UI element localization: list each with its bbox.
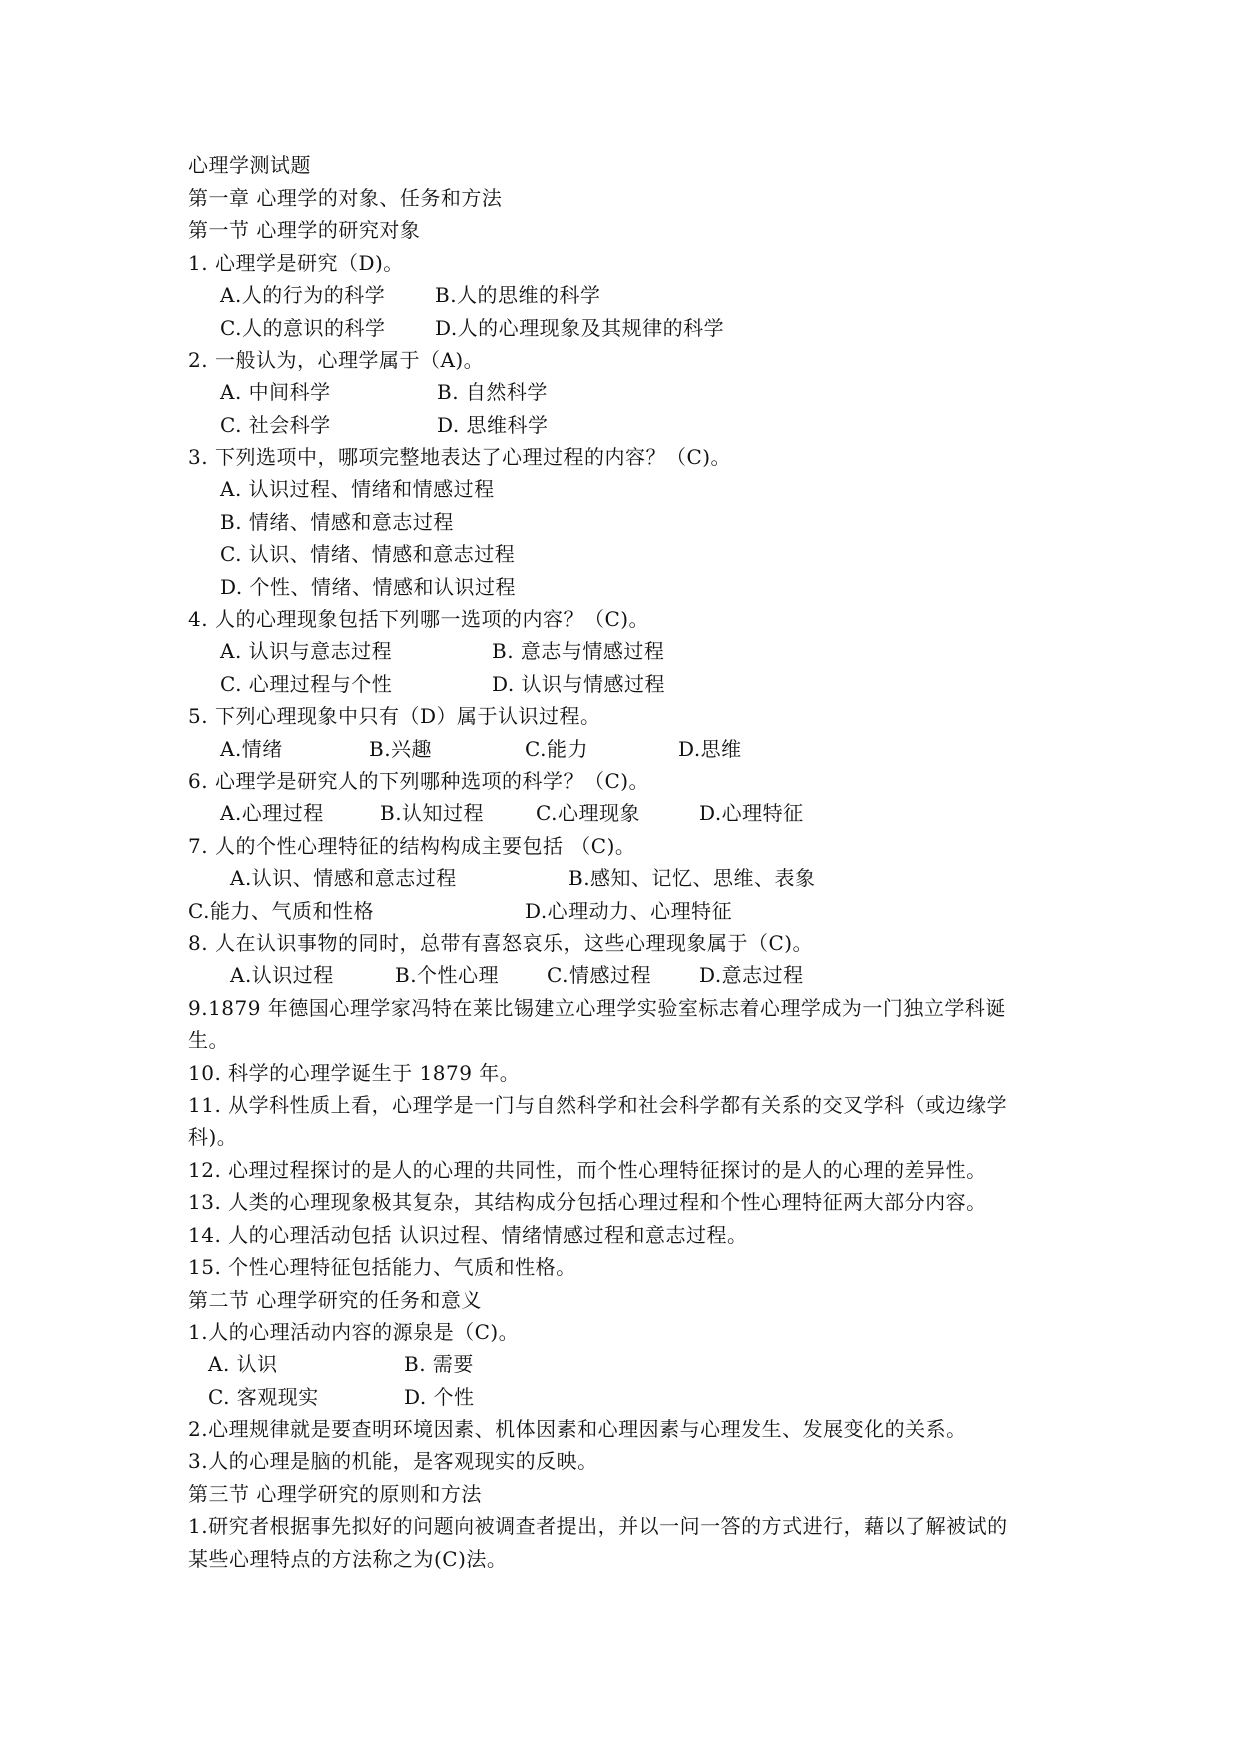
s2-fact-2: 2.心理规律就是要查明环境因素、机体因素和心理因素与心理发生、发展变化的关系。: [188, 1417, 967, 1441]
q1-option-a: A.人的行为的科学: [220, 283, 386, 307]
fact-9-line-2: 生。: [188, 1028, 229, 1052]
q1-option-b: B.人的思维的科学: [435, 283, 601, 307]
q3-option-a: A. 认识过程、情绪和情感过程: [220, 477, 495, 501]
s3-question-1-line-2: 某些心理特点的方法称之为(C)法。: [188, 1547, 508, 1571]
q2-option-c: C. 社会科学: [220, 413, 331, 437]
q5-option-a: A.情绪: [220, 737, 283, 761]
q8-option-c: C.情感过程: [547, 963, 651, 987]
q2-option-a: A. 中间科学: [220, 380, 331, 404]
section-heading-2: 第二节 心理学研究的任务和意义: [188, 1288, 482, 1312]
q8-option-b: B.个性心理: [395, 963, 500, 987]
q6-option-a: A.心理过程: [220, 801, 324, 825]
q6-option-b: B.认知过程: [380, 801, 485, 825]
q7-option-a: A.认识、情感和意志过程: [230, 866, 457, 890]
q6-option-d: D.心理特征: [699, 801, 804, 825]
question-6: 6. 心理学是研究人的下列哪种选项的科学？（C)。: [188, 769, 650, 793]
s3-question-1-line-1: 1.研究者根据事先拟好的问题向被调查者提出，并以一问一答的方式进行，藉以了解被试的: [188, 1514, 1008, 1538]
question-1: 1. 心理学是研究（D)。: [188, 251, 404, 275]
s2-fact-3: 3.人的心理是脑的机能，是客观现实的反映。: [188, 1449, 598, 1473]
q1-option-d: D.人的心理现象及其规律的科学: [435, 316, 725, 340]
fact-12: 12. 心理过程探讨的是人的心理的共同性，而个性心理特征探讨的是人的心理的差异性。: [188, 1158, 987, 1182]
section-heading-3: 第三节 心理学研究的原则和方法: [188, 1482, 482, 1506]
q4-option-a: A. 认识与意志过程: [220, 639, 393, 663]
q3-option-b: B. 情绪、情感和意志过程: [220, 510, 454, 534]
q1-option-c: C.人的意识的科学: [220, 316, 386, 340]
section-heading-1: 第一节 心理学的研究对象: [188, 218, 421, 242]
doc-title: 心理学测试题: [188, 153, 311, 177]
fact-11-line-2: 科)。: [188, 1125, 238, 1149]
question-3: 3. 下列选项中，哪项完整地表达了心理过程的内容？（C)。: [188, 445, 732, 469]
s2-question-1: 1.人的心理活动内容的源泉是（C)。: [188, 1320, 520, 1344]
s2q1-option-c: C. 客观现实: [208, 1385, 319, 1409]
q5-option-c: C.能力: [525, 737, 588, 761]
q4-option-b: B. 意志与情感过程: [492, 639, 665, 663]
fact-15: 15. 个性心理特征包括能力、气质和性格。: [188, 1255, 577, 1279]
fact-13: 13. 人类的心理现象极其复杂，其结构成分包括心理过程和个性心理特征两大部分内容。: [188, 1190, 987, 1214]
question-4: 4. 人的心理现象包括下列哪一选项的内容？（C)。: [188, 607, 650, 631]
fact-14: 14. 人的心理活动包括 认识过程、情绪情感过程和意志过程。: [188, 1223, 748, 1247]
q8-option-d: D.意志过程: [699, 963, 804, 987]
q3-option-d: D. 个性、情绪、情感和认识过程: [220, 575, 517, 599]
chapter-heading: 第一章 心理学的对象、任务和方法: [188, 186, 503, 210]
q2-option-d: D. 思维科学: [437, 413, 549, 437]
q4-option-d: D. 认识与情感过程: [492, 672, 666, 696]
q5-option-d: D.思维: [678, 737, 742, 761]
q8-option-a: A.认识过程: [230, 963, 334, 987]
q5-option-b: B.兴趣: [369, 737, 433, 761]
s2q1-option-d: D. 个性: [404, 1385, 475, 1409]
s2q1-option-a: A. 认识: [208, 1352, 278, 1376]
q7-option-c: C.能力、气质和性格: [188, 899, 374, 923]
q7-option-d: D.心理动力、心理特征: [525, 899, 733, 923]
q2-option-b: B. 自然科学: [437, 380, 548, 404]
q4-option-c: C. 心理过程与个性: [220, 672, 393, 696]
question-2: 2. 一般认为，心理学属于（A)。: [188, 348, 485, 372]
q6-option-c: C.心理现象: [536, 801, 640, 825]
question-7: 7. 人的个性心理特征的结构构成主要包括 （C)。: [188, 834, 636, 858]
fact-11-line-1: 11. 从学科性质上看，心理学是一门与自然科学和社会科学都有关系的交叉学科（或边缘学: [188, 1093, 1008, 1117]
question-5: 5. 下列心理现象中只有（D）属于认识过程。: [188, 704, 601, 728]
question-8: 8. 人在认识事物的同时，总带有喜怒哀乐，这些心理现象属于（C)。: [188, 931, 814, 955]
fact-9-line-1: 9.1879 年德国心理学家冯特在莱比锡建立心理学实验室标志着心理学成为一门独立学科诞: [188, 996, 1006, 1020]
fact-10: 10. 科学的心理学诞生于 1879 年。: [188, 1061, 521, 1085]
q7-option-b: B.感知、记忆、思维、表象: [568, 866, 816, 890]
q3-option-c: C. 认识、情绪、情感和意志过程: [220, 542, 516, 566]
s2q1-option-b: B. 需要: [404, 1352, 474, 1376]
